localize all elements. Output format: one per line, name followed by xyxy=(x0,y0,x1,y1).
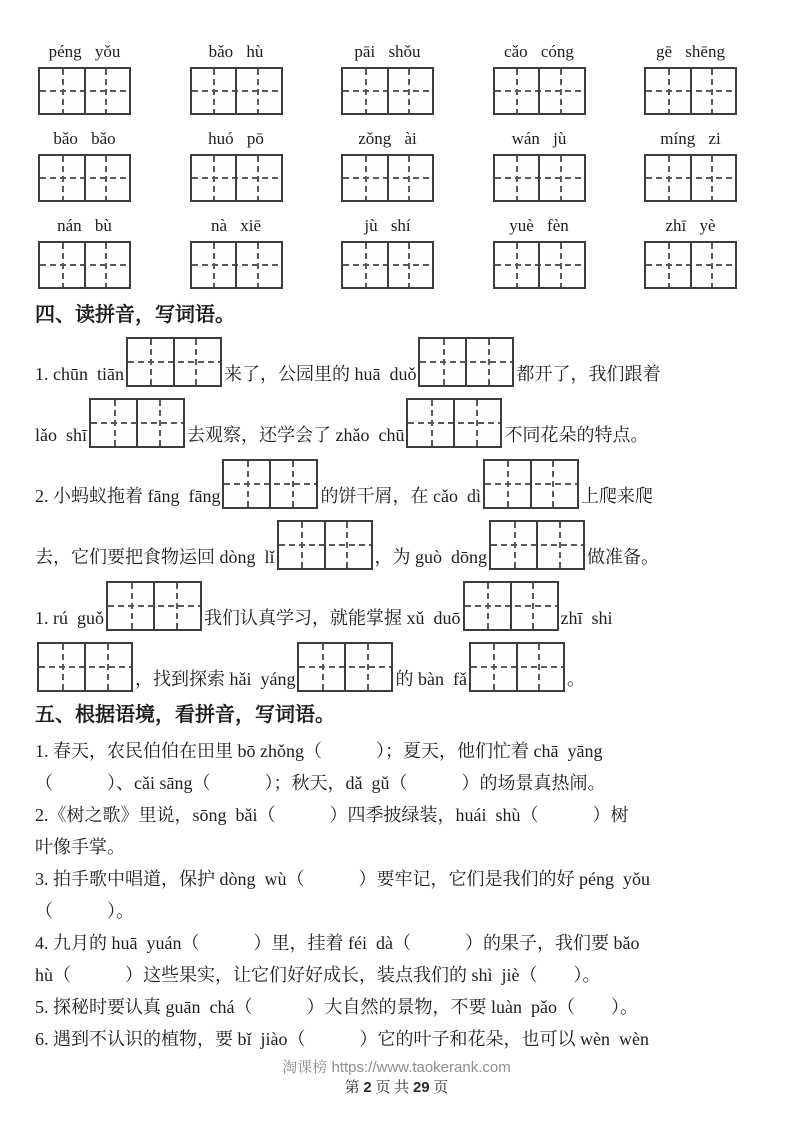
pinyin-word-cell xyxy=(493,216,586,289)
sentence-line xyxy=(35,459,779,509)
pinyin-label: péng yǒu xyxy=(48,42,121,61)
page-number: 2 xyxy=(363,1079,372,1096)
sentence-text: 做准备。 xyxy=(587,547,660,567)
writing-grid[interactable] xyxy=(190,241,283,289)
fill-in-line: hù（ ）这些果实，让它们好好成长，装点我们的 shì jiè（ ）。 xyxy=(35,965,601,985)
writing-grid[interactable] xyxy=(341,241,434,289)
sentence-text: 都开了，我们跟着 xyxy=(516,364,661,384)
page-footer xyxy=(0,1059,793,1099)
sentence-text: 。 xyxy=(566,669,585,689)
pinyin-word-cell xyxy=(190,42,283,115)
page-label-prefix: 第 xyxy=(344,1080,360,1096)
pinyin-word-cell xyxy=(341,129,434,202)
pinyin-word-cell xyxy=(493,129,586,202)
pinyin-word-cell xyxy=(38,129,131,202)
writing-grid[interactable] xyxy=(297,642,393,692)
section-context-pinyin-write-words xyxy=(0,703,793,1055)
pinyin-word-cell xyxy=(38,42,131,115)
sentence-text: 1. chūn tiān xyxy=(35,364,124,384)
pinyin-label: wán jù xyxy=(511,129,567,148)
pinyin-label: huó pō xyxy=(208,129,264,148)
writing-grid[interactable] xyxy=(190,154,283,202)
fill-in-line: （ ）。 xyxy=(35,901,134,921)
sentence-text: 不同花朵的特点。 xyxy=(504,425,649,445)
pinyin-label: bǎo hù xyxy=(208,42,264,61)
fill-in-line: 2.《树之歌》里说，sōng bǎi（ ）四季披绿装，huái shù（ ）树 xyxy=(35,805,629,825)
writing-grid[interactable] xyxy=(222,459,318,509)
fill-in-line: （ ）、cǎi sāng（ ）；秋天，dǎ gǔ（ ）的场景真热闹。 xyxy=(35,773,606,793)
sentence-text: ，找到探索 hǎi yáng xyxy=(135,669,296,689)
sentence-text: 上爬来爬 xyxy=(580,486,653,506)
sentence-text: 1. rú guǒ xyxy=(35,608,104,628)
pinyin-word-cell xyxy=(190,129,283,202)
writing-grid[interactable] xyxy=(341,67,434,115)
writing-grid[interactable] xyxy=(463,581,559,631)
pinyin-word-cell xyxy=(644,216,737,289)
sentence-line xyxy=(35,581,779,631)
sentence-text: 的 bàn fǎ xyxy=(395,669,467,689)
writing-grid[interactable] xyxy=(126,337,222,387)
pinyin-label: zǒng ài xyxy=(358,129,417,148)
pinyin-label: nán bù xyxy=(57,216,112,235)
pinyin-word-cell xyxy=(341,216,434,289)
writing-grid[interactable] xyxy=(406,398,502,448)
pinyin-label: nà xiē xyxy=(210,216,262,235)
sentence-text: 我们认真学习，就能掌握 xǔ duō xyxy=(204,608,461,628)
section-4-heading: 四、读拼音，写词语。 xyxy=(35,304,235,326)
writing-grid[interactable] xyxy=(190,67,283,115)
pinyin-label: gē shēng xyxy=(656,42,725,61)
word-grid-row xyxy=(0,216,793,289)
writing-grid[interactable] xyxy=(38,241,131,289)
pinyin-label: jù shí xyxy=(364,216,411,235)
pinyin-word-grid-section xyxy=(0,0,793,289)
writing-grid[interactable] xyxy=(38,67,131,115)
sentence-line xyxy=(35,642,779,692)
writing-grid[interactable] xyxy=(644,241,737,289)
sentence-text: 去观察，还学会了 zhǎo chū xyxy=(187,425,405,445)
pinyin-word-cell xyxy=(190,216,283,289)
word-grid-row xyxy=(0,42,793,115)
fill-in-line: 1. 春天，农民伯伯在田里 bō zhǒng（ ）；夏天，他们忙着 chā yāng xyxy=(35,741,603,761)
writing-grid[interactable] xyxy=(644,67,737,115)
sentence-text: lǎo shī xyxy=(35,425,87,445)
writing-grid[interactable] xyxy=(483,459,579,509)
pinyin-label: míng zi xyxy=(660,129,721,148)
pinyin-word-cell xyxy=(644,42,737,115)
writing-grid[interactable] xyxy=(38,154,131,202)
writing-grid[interactable] xyxy=(469,642,565,692)
section-read-pinyin-write-words xyxy=(0,303,793,692)
writing-grid[interactable] xyxy=(37,642,133,692)
fill-in-line: 4. 九月的 huā yuán（ ）里，挂着 féi dà（ ）的果子，我们要 bǎo xyxy=(35,933,640,953)
fill-in-line: 叶像手掌。 xyxy=(35,837,125,857)
footer-site-url: 淘课榜 https://www.taokerank.com xyxy=(282,1059,511,1076)
sentence-text: zhī shi xyxy=(560,608,613,628)
sentence-text: 的饼干屑，在 cǎo dì xyxy=(320,486,481,506)
writing-grid[interactable] xyxy=(644,154,737,202)
fill-in-line: 6. 遇到不认识的植物，要 bǐ jiào（ ）它的叶子和花朵，也可以 wèn wèn xyxy=(35,1029,649,1049)
writing-grid[interactable] xyxy=(277,520,373,570)
pinyin-label: zhī yè xyxy=(665,216,716,235)
pinyin-label: yuè fèn xyxy=(509,216,569,235)
section-5-heading: 五、根据语境，看拼音，写词语。 xyxy=(35,704,335,726)
writing-grid[interactable] xyxy=(341,154,434,202)
total-pages: 29 xyxy=(412,1079,430,1096)
sentence-text: ，为 guò dōng xyxy=(374,547,488,567)
sentence-text: 来了，公园里的 huā duǒ xyxy=(223,364,417,384)
writing-grid[interactable] xyxy=(418,337,514,387)
writing-grid[interactable] xyxy=(106,581,202,631)
pinyin-label: bǎo bǎo xyxy=(53,129,116,148)
writing-grid[interactable] xyxy=(89,398,185,448)
word-grid-row xyxy=(0,129,793,202)
sentence-line xyxy=(35,520,779,570)
writing-grid[interactable] xyxy=(493,67,586,115)
sentence-text: 2. 小蚂蚁拖着 fāng fāng xyxy=(35,486,221,506)
pinyin-word-cell xyxy=(644,129,737,202)
writing-grid[interactable] xyxy=(493,241,586,289)
writing-grid[interactable] xyxy=(493,154,586,202)
fill-in-line: 5. 探秘时要认真 guān chá（ ）大自然的景物，不要 luàn pǎo（ ）。 xyxy=(35,997,638,1017)
sentence-text: 去，它们要把食物运回 dòng lǐ xyxy=(35,547,275,567)
page-indicator xyxy=(0,1077,793,1099)
pinyin-label: pāi shǒu xyxy=(354,42,421,61)
writing-grid[interactable] xyxy=(489,520,585,570)
sentence-line xyxy=(35,337,779,387)
page-label-middle: 页 共 xyxy=(375,1080,410,1096)
pinyin-word-cell xyxy=(38,216,131,289)
pinyin-label: cǎo cóng xyxy=(504,42,574,61)
sentence-line xyxy=(35,398,779,448)
pinyin-word-cell xyxy=(493,42,586,115)
pinyin-word-cell xyxy=(341,42,434,115)
page-label-suffix: 页 xyxy=(433,1080,449,1096)
fill-in-line: 3. 拍手歌中唱道，保护 dòng wù（ ）要牢记，它们是我们的好 péng yǒu xyxy=(35,869,650,889)
